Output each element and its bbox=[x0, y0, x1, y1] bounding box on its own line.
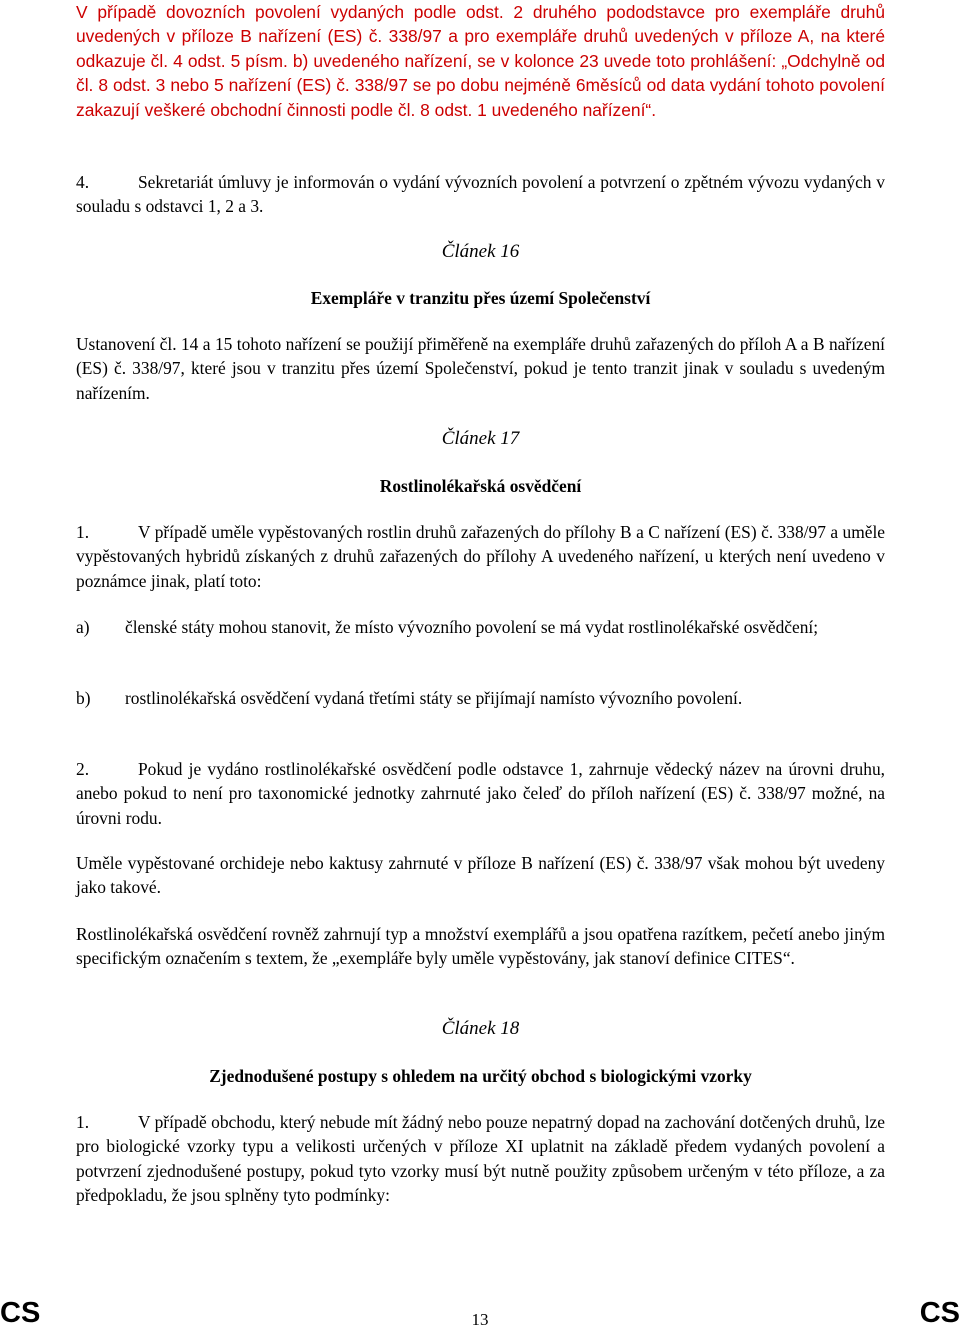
article-16-title: Článek 16 bbox=[441, 241, 520, 262]
item-label: a) bbox=[76, 617, 90, 637]
paragraph-number: 1. bbox=[76, 522, 90, 542]
article-17-item-a bbox=[76, 615, 934, 639]
article-18-heading: Zjednodušené postupy s ohledem na určitý obchod s biologickými vzorky bbox=[209, 1066, 752, 1086]
paragraph-4 bbox=[76, 170, 885, 219]
article-18-title: Článek 18 bbox=[441, 1018, 520, 1039]
paragraph-text: Pokud je vydáno rostlinolékařské osvědčení podle odstavce 1, zahrnuje vědecký název na úrovni druhu, anebo pokud to není pro taxonomické jednotky zahrnuté jako čeleď do příloh nařízení (ES) č. 338/97 možné, na úrovni rodu. bbox=[76, 759, 885, 828]
paragraph-text: Sekretariát úmluvy je informován o vydání vývozních povolení a potvrzení o zpětném vývozu vydaných v souladu s odstavci 1, 2 a 3. bbox=[76, 172, 885, 217]
item-text: členské státy mohou stanovit, že místo vývozního povolení se má vydat rostlinolékařské osvědčení; bbox=[125, 617, 819, 637]
item-label: b) bbox=[76, 688, 91, 708]
article-17-paragraph-3: Uměle vypěstované orchideje nebo kaktusy zahrnuté v příloze B nařízení (ES) č. 338/97 však mohou být uvedeny jako takové. bbox=[76, 853, 885, 898]
page-number: 13 bbox=[471, 1310, 489, 1329]
footer-language-right: CS bbox=[919, 1297, 960, 1329]
article-17-title: Článek 17 bbox=[441, 428, 520, 449]
paragraph-number: 1. bbox=[76, 1112, 90, 1132]
article-18-paragraph-1 bbox=[76, 1110, 885, 1208]
article-17-paragraph-2 bbox=[76, 757, 885, 830]
article-17-item-b bbox=[76, 686, 934, 710]
article-17-heading: Rostlinolékařská osvědčení bbox=[379, 476, 582, 496]
intro-paragraph: V případě dovozních povolení vydaných podle odst. 2 druhého pododstavce pro exempláře druhů uvedených v příloze B nařízení (ES) č. 338/97 a pro exempláře druhů uvedených v příloze A, na které odkazuje čl. 4 odst. 5 písm. b) uvedeného nařízení, se v kolonce 23 uvede toto prohlášení: „Odchylně od čl. 8 odst. 3 nebo 5 nařízení (ES) č. 338/97 se po dobu nejméně 6měsíců od data vydání tohoto povolení zakazují veškeré obchodní činnosti podle čl. 8 odst. 1 uvedeného nařízení“. bbox=[76, 2, 885, 120]
item-text: rostlinolékařská osvědčení vydaná třetími státy se přijímají namísto vývozního povolení. bbox=[125, 688, 743, 708]
paragraph-number: 4. bbox=[76, 172, 90, 192]
article-16-heading: Exempláře v tranzitu přes území Společenství bbox=[310, 288, 651, 308]
footer-language-left: CS bbox=[0, 1297, 41, 1329]
article-17-paragraph-1 bbox=[76, 520, 885, 593]
paragraph-text: V případě uměle vypěstovaných rostlin druhů zařazených do přílohy B a C nařízení (ES) č. 338/97 a uměle vypěstovaných hybridů získaných z druhů zařazených do přílohy A uvedeného nařízení, u kterých není uvedeno v poznámce jinak, platí toto: bbox=[76, 522, 885, 591]
paragraph-text: V případě obchodu, který nebude mít žádný nebo pouze nepatrný dopad na zachování dotčených druhů, lze pro biologické vzorky typu a velikosti určených v příloze XI uplatnit na základě předem vydaných povolení a potvrzení zjednodušené postupy, pokud tyto vzorky musí být nutně použity způsobem určeným v této příloze, a za předpokladu, že jsou splněny tyto podmínky: bbox=[76, 1112, 885, 1206]
article-17-paragraph-4: Rostlinolékařská osvědčení rovněž zahrnují typ a množství exemplářů a jsou opatřena razítkem, pečetí anebo jiným specifickým označením s textem, že „exempláře byly uměle vypěstovány, jak stanoví definice CITES“. bbox=[76, 924, 885, 969]
article-16-text: Ustanovení čl. 14 a 15 tohoto nařízení se použijí přiměřeně na exempláře druhů zařazených do příloh A a B nařízení (ES) č. 338/97, které jsou v tranzitu přes území Společenství, pokud je tento tranzit jinak v souladu s uvedeným nařízením. bbox=[76, 334, 885, 403]
paragraph-number: 2. bbox=[76, 759, 90, 779]
